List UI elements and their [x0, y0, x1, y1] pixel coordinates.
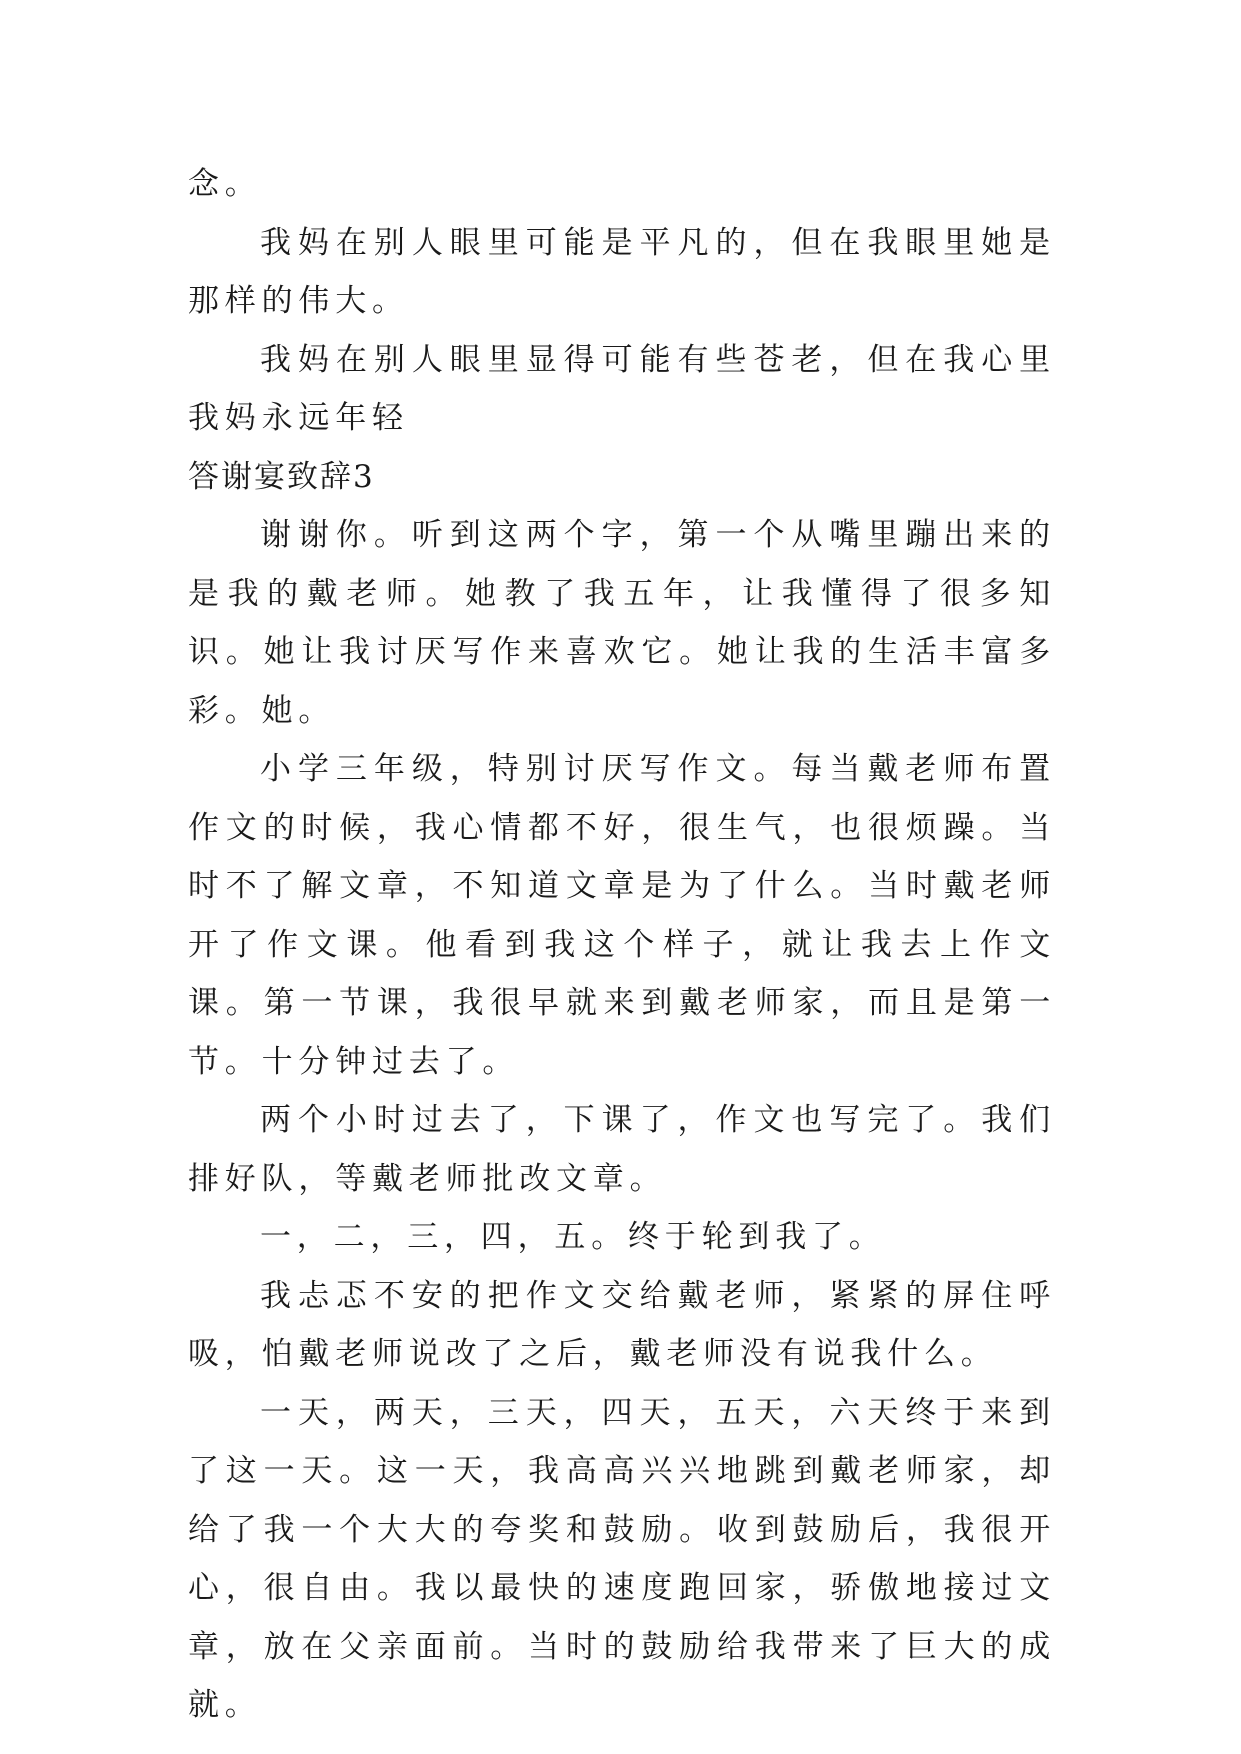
- section-heading: 答谢宴致辞3: [188, 458, 375, 495]
- document-body: [188, 155, 1056, 1735]
- paragraph: 两个小时过去了，下课了，作文也写完了。我们排好队，等戴老师批改文章。: [188, 1102, 1056, 1197]
- paragraph: 我妈在别人眼里显得可能有些苍老，但在我心里我妈永远年轻: [188, 341, 1056, 436]
- paragraph: 一，二，三，四，五。终于轮到我了。: [260, 1219, 886, 1255]
- paragraph: 我忐忑不安的把作文交给戴老师，紧紧的屏住呼吸，怕戴老师说改了之后，戴老师没有说我什么。: [188, 1277, 1056, 1372]
- paragraph: 小学三年级，特别讨厌写作文。每当戴老师布置作文的时候，我心情都不好，很生气，也很烦躁。当时不了解文章，不知道文章是为了什么。当时戴老师开了作文课。他看到我这个样子，就让我去上作文课。第一节课，我很早就来到戴老师家，而且是第一节。十分钟过去了。: [188, 751, 1056, 1080]
- paragraph-continuation: 念。: [188, 166, 262, 202]
- paragraph: 谢谢你。听到这两个字，第一个从嘴里蹦出来的是我的戴老师。她教了我五年，让我懂得了很多知识。她让我讨厌写作来喜欢它。她让我的生活丰富多彩。她。: [188, 517, 1056, 729]
- paragraph: 一天，两天，三天，四天，五天，六天终于来到了这一天。这一天，我高高兴兴地跳到戴老师家，却给了我一个大大的夸奖和鼓励。收到鼓励后，我很开心，很自由。我以最快的速度跑回家，骄傲地接过文章，放在父亲面前。当时的鼓励给我带来了巨大的成就。: [188, 1394, 1056, 1723]
- paragraph: 我妈在别人眼里可能是平凡的，但在我眼里她是那样的伟大。: [188, 224, 1056, 319]
